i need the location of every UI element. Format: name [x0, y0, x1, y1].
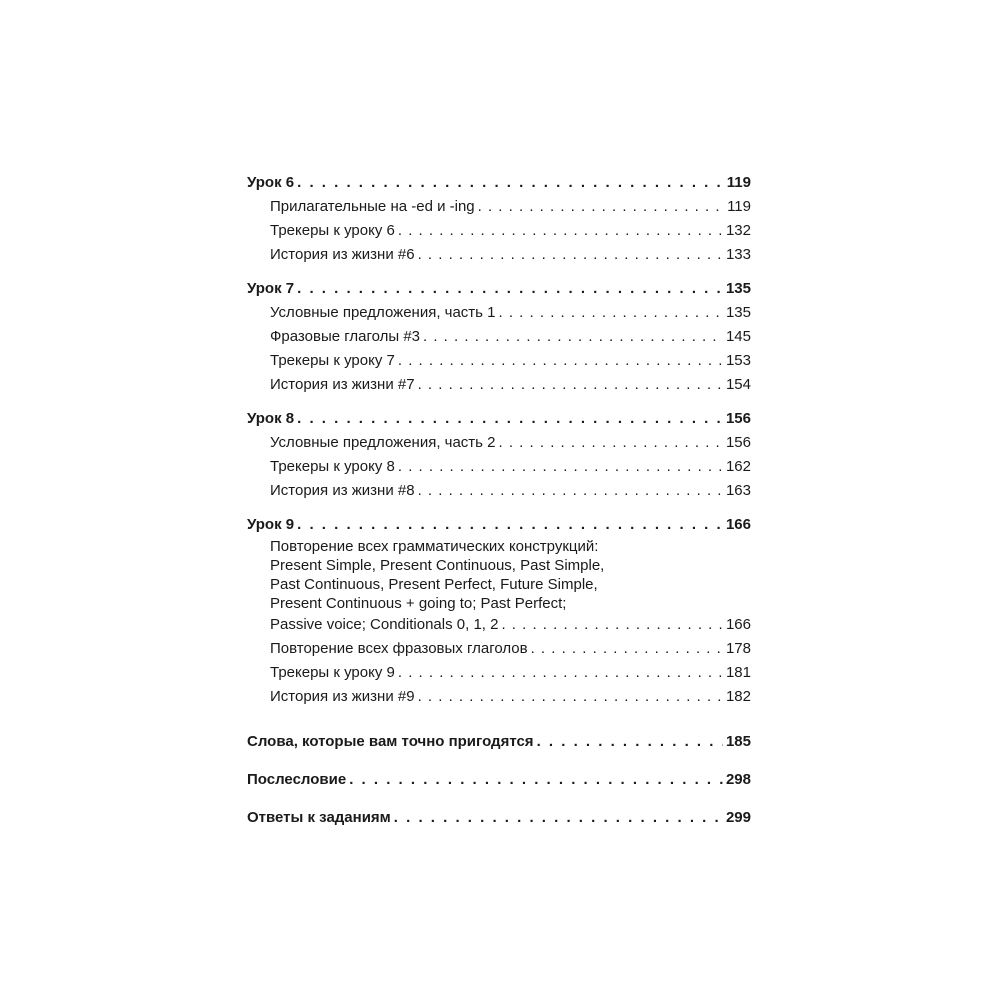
entry-title: История из жизни #6 — [270, 246, 415, 263]
toc-entry-lesson-6[interactable] — [247, 171, 751, 195]
page-number: 185 — [725, 733, 751, 750]
toc-entry[interactable] — [247, 219, 751, 243]
page-number: 178 — [725, 640, 751, 657]
page-number: 182 — [725, 688, 751, 705]
dot-leader — [297, 513, 723, 537]
toc-entry[interactable] — [247, 431, 751, 455]
entry-title: Трекеры к уроку 6 — [270, 222, 395, 239]
page-number: 156 — [725, 410, 751, 427]
dot-leader — [418, 243, 723, 267]
lesson-section-8 — [247, 407, 751, 503]
lesson-section-7 — [247, 277, 751, 397]
dot-leader — [394, 799, 723, 837]
entry-title: Passive voice; Conditionals 0, 1, 2 — [270, 616, 499, 633]
toc-entry[interactable] — [247, 661, 751, 685]
dot-leader — [297, 407, 723, 431]
page-number: 162 — [725, 458, 751, 475]
toc-entry[interactable] — [247, 373, 751, 397]
page-number: 145 — [725, 328, 751, 345]
entry-title: Урок 6 — [247, 174, 295, 191]
entry-title: Урок 7 — [247, 280, 295, 297]
entry-title: Фразовые глаголы #3 — [270, 328, 421, 345]
toc-entry-grammar-review[interactable] — [247, 537, 751, 637]
dot-leader — [398, 661, 723, 685]
dot-leader — [418, 685, 723, 709]
toc-entry[interactable] — [247, 479, 751, 503]
dot-leader — [499, 301, 723, 325]
toc-entry[interactable] — [247, 325, 751, 349]
dot-leader — [499, 431, 723, 455]
toc-entry[interactable] — [247, 195, 751, 219]
entry-title: Послесловие — [247, 771, 347, 788]
dot-leader — [297, 277, 723, 301]
entry-title: Урок 9 — [247, 516, 295, 533]
dot-leader — [501, 613, 723, 637]
page-number: 163 — [725, 482, 751, 499]
page-number: 166 — [725, 516, 751, 533]
page-number: 135 — [725, 280, 751, 297]
lesson-section-6 — [247, 171, 751, 267]
page-number: 299 — [725, 809, 751, 826]
entry-title: Трекеры к уроку 9 — [270, 664, 395, 681]
toc-entry[interactable] — [247, 243, 751, 267]
back-matter — [247, 723, 751, 837]
toc-entry-lesson-8[interactable] — [247, 407, 751, 431]
entry-title: Прилагательные на -ed и -ing — [270, 198, 475, 215]
toc-entry[interactable] — [247, 637, 751, 661]
toc-entry-answers[interactable] — [247, 799, 751, 837]
toc-entry-lesson-9[interactable] — [247, 513, 751, 537]
page-number: 298 — [725, 771, 751, 788]
entry-last-line — [270, 613, 751, 637]
dot-leader — [537, 723, 723, 761]
dot-leader — [297, 171, 724, 195]
dot-leader — [398, 455, 723, 479]
entry-title: История из жизни #9 — [270, 688, 415, 705]
dot-leader — [418, 479, 723, 503]
page-number: 135 — [725, 304, 751, 321]
entry-title-line: Present Continuous + going to; Past Perfect; — [270, 595, 567, 612]
dot-leader — [478, 195, 724, 219]
page-number: 156 — [725, 434, 751, 451]
dot-leader — [349, 761, 723, 799]
table-of-contents — [247, 171, 751, 837]
dot-leader — [398, 349, 723, 373]
toc-entry[interactable] — [247, 301, 751, 325]
entry-title: Трекеры к уроку 7 — [270, 352, 395, 369]
toc-entry[interactable] — [247, 349, 751, 373]
lesson-section-9 — [247, 513, 751, 709]
entry-title: Слова, которые вам точно пригодятся — [247, 733, 534, 750]
toc-entry[interactable] — [247, 685, 751, 709]
entry-title: Урок 8 — [247, 410, 295, 427]
page-number: 166 — [725, 616, 751, 633]
page-number: 133 — [725, 246, 751, 263]
page-number: 119 — [727, 198, 751, 215]
dot-leader — [418, 373, 723, 397]
entry-title: Трекеры к уроку 8 — [270, 458, 395, 475]
toc-entry-lesson-7[interactable] — [247, 277, 751, 301]
entry-title: Условные предложения, часть 2 — [270, 434, 496, 451]
toc-entry-afterword[interactable] — [247, 761, 751, 799]
entry-title: Условные предложения, часть 1 — [270, 304, 496, 321]
entry-title-line: Present Simple, Present Continuous, Past Simple, — [270, 557, 605, 574]
entry-title: Повторение всех фразовых глаголов — [270, 640, 528, 657]
dot-leader — [531, 637, 723, 661]
entry-title-line: Past Continuous, Present Perfect, Future Simple, — [270, 576, 598, 593]
dot-leader — [423, 325, 723, 349]
toc-entry[interactable] — [247, 455, 751, 479]
page-number: 181 — [725, 664, 751, 681]
entry-title-line: Повторение всех грамматических конструкций: — [270, 538, 599, 555]
entry-title: Ответы к заданиям — [247, 809, 391, 826]
page-number: 119 — [726, 174, 751, 191]
toc-entry-useful-words[interactable] — [247, 723, 751, 761]
page-number: 132 — [725, 222, 751, 239]
entry-title: История из жизни #8 — [270, 482, 415, 499]
page-number: 153 — [725, 352, 751, 369]
entry-title: История из жизни #7 — [270, 376, 415, 393]
page-number: 154 — [725, 376, 751, 393]
dot-leader — [398, 219, 723, 243]
